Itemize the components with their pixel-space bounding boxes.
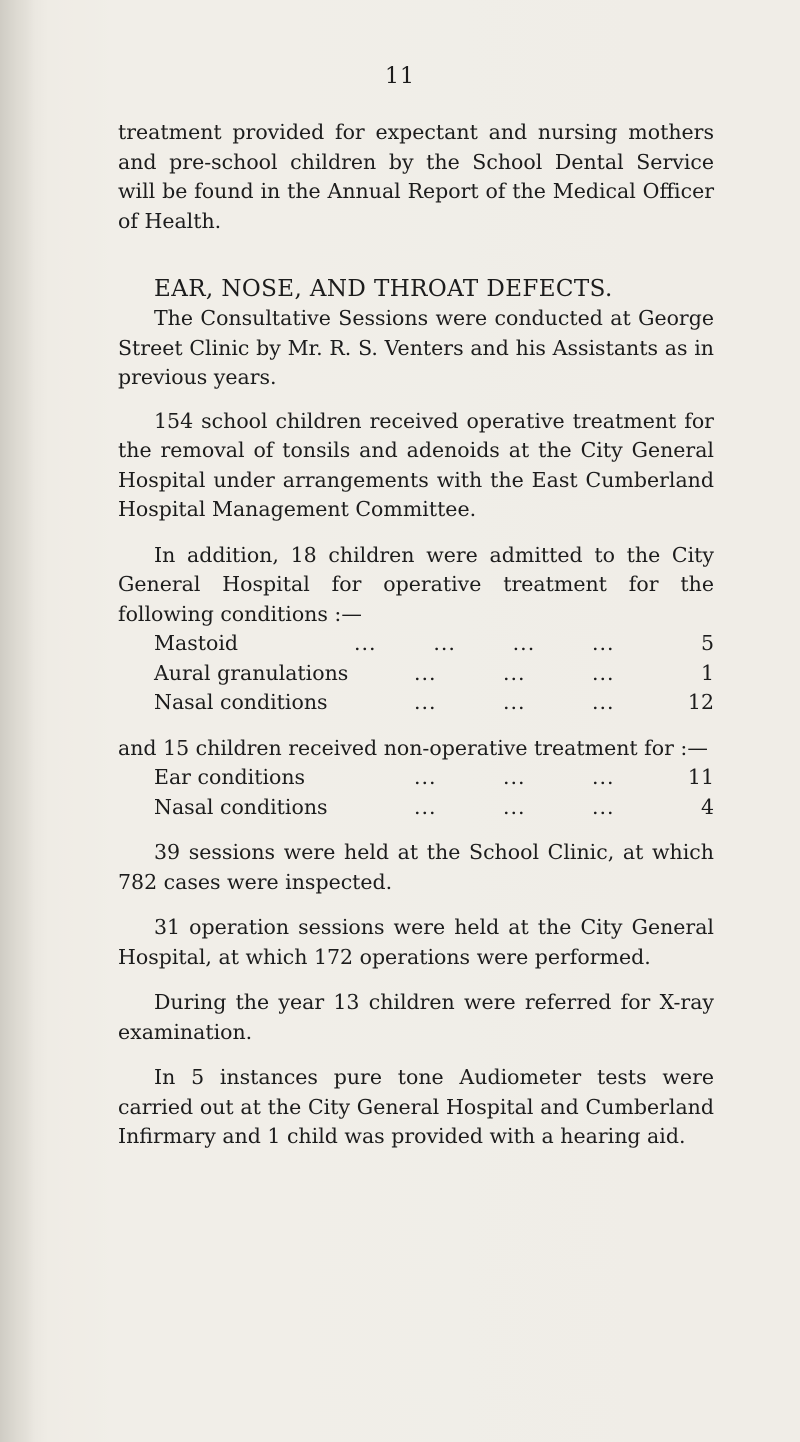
condition-count: 12	[687, 690, 714, 714]
page-number: 11	[385, 64, 415, 89]
list-item	[154, 763, 714, 793]
condition-label: Mastoid	[154, 631, 238, 655]
paragraph-sessions: 39 sessions were held at the School Clinic, at which 782 cases were inspected.	[118, 840, 714, 894]
list-item	[154, 659, 714, 689]
paragraph-non-operative: and 15 children received non-operative treatment for :—	[118, 735, 708, 760]
non-operative-conditions-list	[154, 763, 714, 822]
leader-dots: ... ... ...	[414, 690, 615, 714]
condition-count: 5	[700, 631, 714, 655]
operative-conditions-list	[154, 629, 714, 718]
condition-label: Nasal conditions	[154, 690, 328, 714]
list-item	[154, 629, 714, 659]
list-item	[154, 793, 714, 823]
condition-label: Aural granulations	[154, 660, 349, 685]
page-content	[118, 118, 714, 1152]
paragraph-admitted: In addition, 18 children were admitted to the City General Hospital for operative treatment for the following conditions :—	[118, 542, 714, 626]
paragraph-xray: During the year 13 children were referred for X-ray examination.	[118, 990, 714, 1044]
condition-count: 11	[687, 765, 714, 789]
paragraph-tonsils: 154 school children received operative treatment for the removal of tonsils and adenoids at the City General Hospital under arrangements with the East Cumberland Hospital Management Committee.	[118, 408, 714, 521]
leader-dots: ... ... ...	[414, 794, 615, 819]
condition-label: Ear conditions	[154, 765, 306, 789]
leader-dots: ... ... ...	[414, 660, 615, 685]
condition-label: Nasal conditions	[154, 794, 328, 819]
paragraph-consultative: The Consultative Sessions were conducted at George Street Clinic by Mr. R. S. Venters and his Assistants as in previous years.	[118, 306, 714, 389]
section-heading: EAR, NOSE, AND THROAT DEFECTS.	[154, 276, 613, 302]
page-binding-shadow	[0, 0, 34, 1442]
leader-dots: ... ... ...	[414, 765, 615, 789]
intro-paragraph: treatment provided for expectant and nursing mothers and pre-school children by the School Dental Service will be found in the Annual Report of the Medical Officer of Health.	[118, 120, 714, 233]
condition-count: 4	[700, 794, 714, 819]
paragraph-operations: 31 operation sessions were held at the City General Hospital, at which 172 operations were performed.	[118, 915, 714, 969]
paragraph-audiometer: In 5 instances pure tone Audiometer tests were carried out at the City General Hospital and Cumberland Infirmary and 1 child was provided with a hearing aid.	[118, 1065, 714, 1148]
list-item	[154, 688, 714, 718]
condition-count: 1	[700, 660, 714, 685]
leader-dots: ... ... ... ...	[354, 631, 615, 655]
